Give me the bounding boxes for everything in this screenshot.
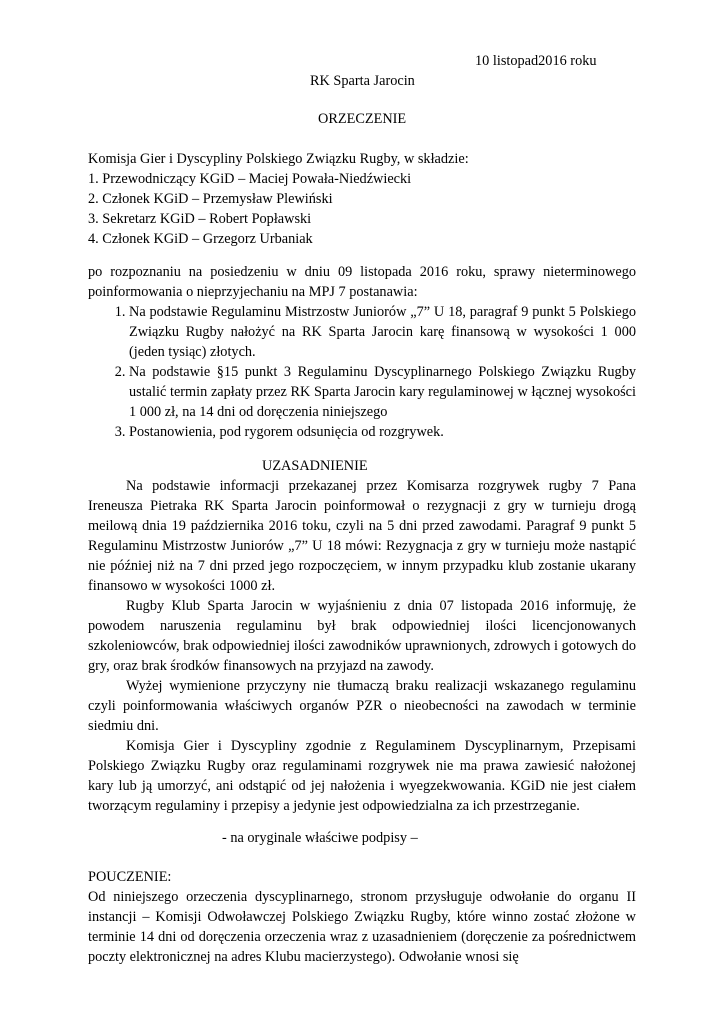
instruction-heading: POUCZENIE: (88, 869, 172, 885)
committee-composition (88, 149, 469, 249)
committee-member: 1. Przewodniczący KGiD – Maciej Powała-Niedźwiecki (88, 171, 412, 187)
ruling-item: 1. Na podstawie Regulaminu Mistrzostw Juniorów „7” U 18, paragraf 9 punkt 5 Polskiego Związku Rugby nałożyć na RK Sparta Jarocin karę finansową w wysokości 1 000 (jeden tysiąc) złotych. (129, 302, 636, 362)
committee-member: 2. Członek KGiD – Przemysław Plewiński (88, 191, 333, 207)
ruling-section (88, 262, 636, 442)
justification-heading: UZASADNIENIE (262, 458, 368, 474)
document-date: 10 listopad2016 roku (475, 53, 597, 69)
committee-member: 3. Sekretarz KGiD – Robert Popławski (88, 211, 312, 227)
ruling-intro: po rozpoznaniu na posiedzeniu w dniu 09 listopada 2016 roku, sprawy nieterminowego poinformowania o nieprzyjechaniu na MPJ 7 postanawia: (88, 264, 636, 300)
club-name: RK Sparta Jarocin (310, 73, 415, 89)
document-title: ORZECZENIE (318, 111, 407, 127)
ruling-list (88, 302, 636, 442)
instruction-section (88, 887, 636, 967)
ruling-item: 2. Na podstawie §15 punkt 3 Regulaminu Dyscyplinarnego Polskiego Związku Rugby ustalić termin zapłaty przez RK Sparta Jarocin kary regulaminowej w łącznej wysokości 1 000 zł, na 14 dni od doręczenia niniejszego (129, 362, 636, 422)
instruction-text: Od niniejszego orzeczenia dyscyplinarnego, stronom przysługuje odwołanie do organu II instancji – Komisji Odwoławczej Polskiego Związku Rugby, które winno zostać złożone w terminie 14 dni od doręczenia orzeczenia wraz z uzasadnieniem (doręczenie za pośrednictwem poczty elektronicznej na adres Klubu macierzystego). Odwołanie wnosi się (88, 889, 636, 965)
ruling-item: 3. Postanowienia, pod rygorem odsunięcia od rozgrywek. (129, 422, 636, 442)
committee-member: 4. Członek KGiD – Grzegorz Urbaniak (88, 231, 313, 247)
signatures-note: - na oryginale właściwe podpisy – (222, 830, 418, 846)
justification-section (88, 476, 636, 816)
justification-paragraph: Komisja Gier i Dyscypliny zgodnie z Regulaminem Dyscyplinarnym, Przepisami Polskiego Związku Rugby oraz regulaminami rozgrywek nie ma prawa zawiesić nałożonej kary lub ją umorzyć, ani odstąpić od jej nałożenia i wyegzekwowania. KGiD nie jest ciałem tworzącym regulaminy i przepisy a jedynie jest odpowiedzialna za ich przestrzeganie. (88, 738, 636, 814)
justification-paragraph: Na podstawie informacji przekazanej przez Komisarza rozgrywek rugby 7 Pana Ireneusza Pietraka RK Sparta Jarocin poinformował o rezygnacji z gry w turnieju drogą meilową dnia 19 października 2016 toku, czyli na 5 dni przed zawodami. Paragraf 9 punkt 5 Regulaminu Mistrzostw Juniorów „7” U 18 mówi: Rezygnacja z gry w turnieju może nastąpić nie później niż na 7 dni przed jego rozpoczęciem, w innym przypadku klub zostanie ukarany finansowo w wysokości 1000 zł. (88, 478, 636, 594)
justification-paragraph: Wyżej wymienione przyczyny nie tłumaczą braku realizacji wskazanego regulaminu czyli poinformowania właściwych organów PZR o nieobecności na zawodach w terminie siedmiu dni. (88, 678, 636, 734)
justification-paragraph: Rugby Klub Sparta Jarocin w wyjaśnieniu z dnia 07 listopada 2016 informuję, że powodem naruszenia regulaminu był brak odpowiedniej ilości licencjonowanych szkoleniowców, brak odpowiedniej ilości zawodników uprawnionych, zdrowych i gotowych do gry, oraz brak środków finansowych na przyjazd na zawody. (88, 598, 636, 674)
committee-intro: Komisja Gier i Dyscypliny Polskiego Związku Rugby, w składzie: (88, 151, 469, 167)
